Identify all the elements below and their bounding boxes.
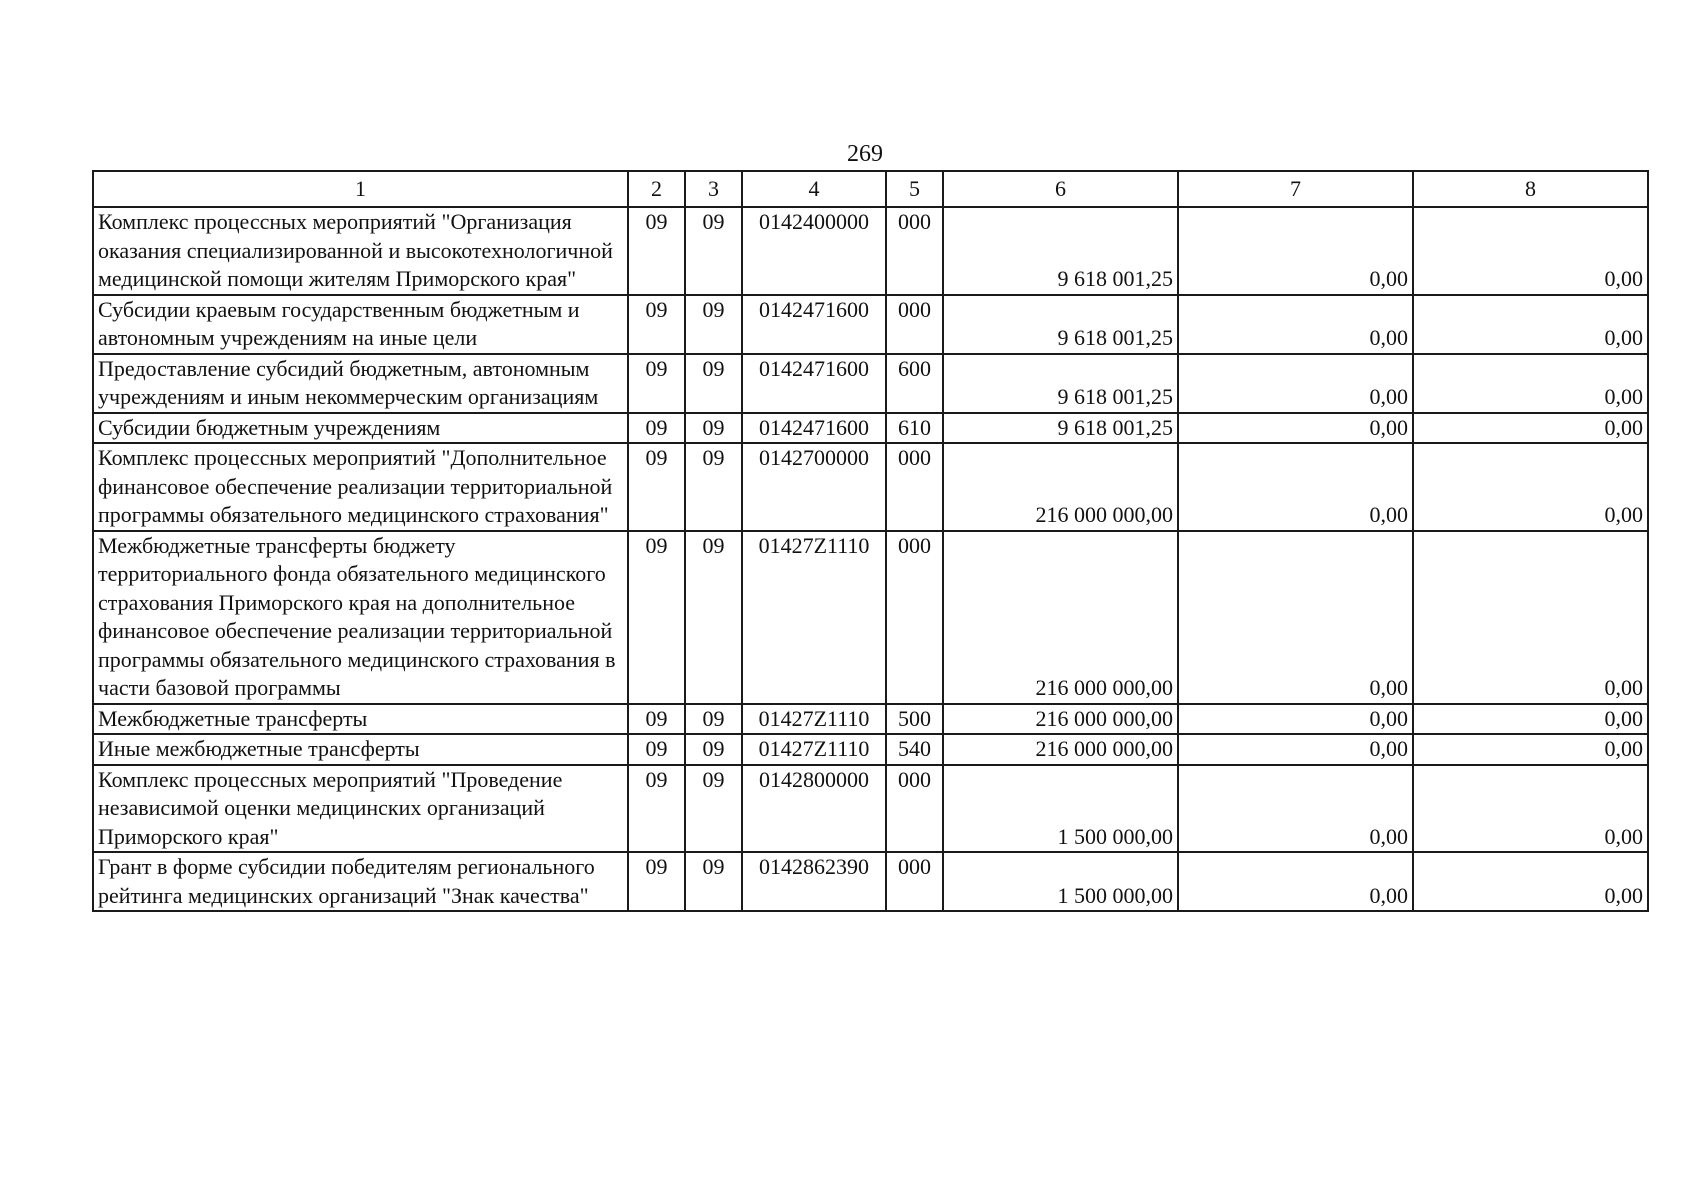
expense-type-code: 610: [886, 413, 943, 444]
expense-type-code: 000: [886, 295, 943, 354]
row-name: Предоставление субсидий бюджетным, автономным учреждениям и иным некоммерческим организациям: [93, 354, 628, 413]
amount-col-8: 0,00: [1413, 295, 1648, 354]
amount-col-8: 0,00: [1413, 413, 1648, 444]
table-row: [93, 354, 1648, 413]
amount-col-6: 216 000 000,00: [943, 734, 1178, 765]
amount-col-6: 1 500 000,00: [943, 852, 1178, 911]
target-article-code: 0142471600: [742, 295, 886, 354]
row-name: Комплекс процессных мероприятий "Проведение независимой оценки медицинских организаций Приморского края": [93, 765, 628, 853]
subsection-code: 09: [685, 704, 742, 735]
table-row: [93, 413, 1648, 444]
column-header: 3: [685, 171, 742, 207]
expense-type-code: 540: [886, 734, 943, 765]
subsection-code: 09: [685, 734, 742, 765]
amount-col-8: 0,00: [1413, 852, 1648, 911]
target-article-code: 0142471600: [742, 354, 886, 413]
amount-col-6: 9 618 001,25: [943, 295, 1178, 354]
column-header: 5: [886, 171, 943, 207]
amount-col-7: 0,00: [1178, 852, 1413, 911]
section-code: 09: [628, 852, 685, 911]
table-row: [93, 207, 1648, 295]
column-header: 1: [93, 171, 628, 207]
amount-col-6: 9 618 001,25: [943, 354, 1178, 413]
expense-type-code: 000: [886, 207, 943, 295]
row-name: Межбюджетные трансферты бюджету территориального фонда обязательного медицинского страхования Приморского края на дополнительное финансовое обеспечение реализации территориальной программы обязательного медицинского страхования в части базовой программы: [93, 531, 628, 704]
amount-col-8: 0,00: [1413, 765, 1648, 853]
table-row: [93, 704, 1648, 735]
table-row: [93, 295, 1648, 354]
amount-col-7: 0,00: [1178, 443, 1413, 531]
row-name: Субсидии краевым государственным бюджетным и автономным учреждениям на иные цели: [93, 295, 628, 354]
expense-type-code: 000: [886, 765, 943, 853]
column-header: 8: [1413, 171, 1648, 207]
column-header: 7: [1178, 171, 1413, 207]
budget-table: [92, 170, 1649, 912]
amount-col-6: 9 618 001,25: [943, 413, 1178, 444]
amount-col-6: 1 500 000,00: [943, 765, 1178, 853]
subsection-code: 09: [685, 207, 742, 295]
section-code: 09: [628, 704, 685, 735]
amount-col-8: 0,00: [1413, 354, 1648, 413]
row-name: Межбюджетные трансферты: [93, 704, 628, 735]
target-article-code: 0142862390: [742, 852, 886, 911]
target-article-code: 0142400000: [742, 207, 886, 295]
section-code: 09: [628, 413, 685, 444]
subsection-code: 09: [685, 295, 742, 354]
header-row: [93, 171, 1648, 207]
row-name: Иные межбюджетные трансферты: [93, 734, 628, 765]
table-row: [93, 443, 1648, 531]
page-number: 269: [847, 141, 883, 167]
subsection-code: 09: [685, 852, 742, 911]
subsection-code: 09: [685, 413, 742, 444]
section-code: 09: [628, 207, 685, 295]
amount-col-7: 0,00: [1178, 704, 1413, 735]
amount-col-7: 0,00: [1178, 354, 1413, 413]
amount-col-6: 216 000 000,00: [943, 443, 1178, 531]
amount-col-7: 0,00: [1178, 734, 1413, 765]
amount-col-8: 0,00: [1413, 531, 1648, 704]
section-code: 09: [628, 531, 685, 704]
amount-col-7: 0,00: [1178, 413, 1413, 444]
table-row: [93, 531, 1648, 704]
column-header: 6: [943, 171, 1178, 207]
expense-type-code: 000: [886, 531, 943, 704]
amount-col-6: 9 618 001,25: [943, 207, 1178, 295]
subsection-code: 09: [685, 765, 742, 853]
column-header: 4: [742, 171, 886, 207]
target-article-code: 01427Z1110: [742, 531, 886, 704]
amount-col-8: 0,00: [1413, 443, 1648, 531]
column-header: 2: [628, 171, 685, 207]
row-name: Субсидии бюджетным учреждениям: [93, 413, 628, 444]
subsection-code: 09: [685, 354, 742, 413]
expense-type-code: 000: [886, 852, 943, 911]
amount-col-8: 0,00: [1413, 734, 1648, 765]
section-code: 09: [628, 734, 685, 765]
table-row: [93, 765, 1648, 853]
row-name: Грант в форме субсидии победителям регионального рейтинга медицинских организаций "Знак качества": [93, 852, 628, 911]
table-row: [93, 734, 1648, 765]
target-article-code: 0142700000: [742, 443, 886, 531]
amount-col-7: 0,00: [1178, 295, 1413, 354]
amount-col-8: 0,00: [1413, 704, 1648, 735]
subsection-code: 09: [685, 443, 742, 531]
target-article-code: 01427Z1110: [742, 734, 886, 765]
target-article-code: 0142800000: [742, 765, 886, 853]
target-article-code: 01427Z1110: [742, 704, 886, 735]
table-row: [93, 852, 1648, 911]
amount-col-7: 0,00: [1178, 207, 1413, 295]
row-name: Комплекс процессных мероприятий "Дополнительное финансовое обеспечение реализации территориальной программы обязательного медицинского страхования": [93, 443, 628, 531]
row-name: Комплекс процессных мероприятий "Организация оказания специализированной и высокотехнологичной медицинской помощи жителям Приморского края": [93, 207, 628, 295]
subsection-code: 09: [685, 531, 742, 704]
section-code: 09: [628, 354, 685, 413]
amount-col-8: 0,00: [1413, 207, 1648, 295]
section-code: 09: [628, 443, 685, 531]
amount-col-6: 216 000 000,00: [943, 704, 1178, 735]
section-code: 09: [628, 765, 685, 853]
amount-col-7: 0,00: [1178, 531, 1413, 704]
expense-type-code: 500: [886, 704, 943, 735]
target-article-code: 0142471600: [742, 413, 886, 444]
expense-type-code: 000: [886, 443, 943, 531]
amount-col-7: 0,00: [1178, 765, 1413, 853]
expense-type-code: 600: [886, 354, 943, 413]
section-code: 09: [628, 295, 685, 354]
amount-col-6: 216 000 000,00: [943, 531, 1178, 704]
